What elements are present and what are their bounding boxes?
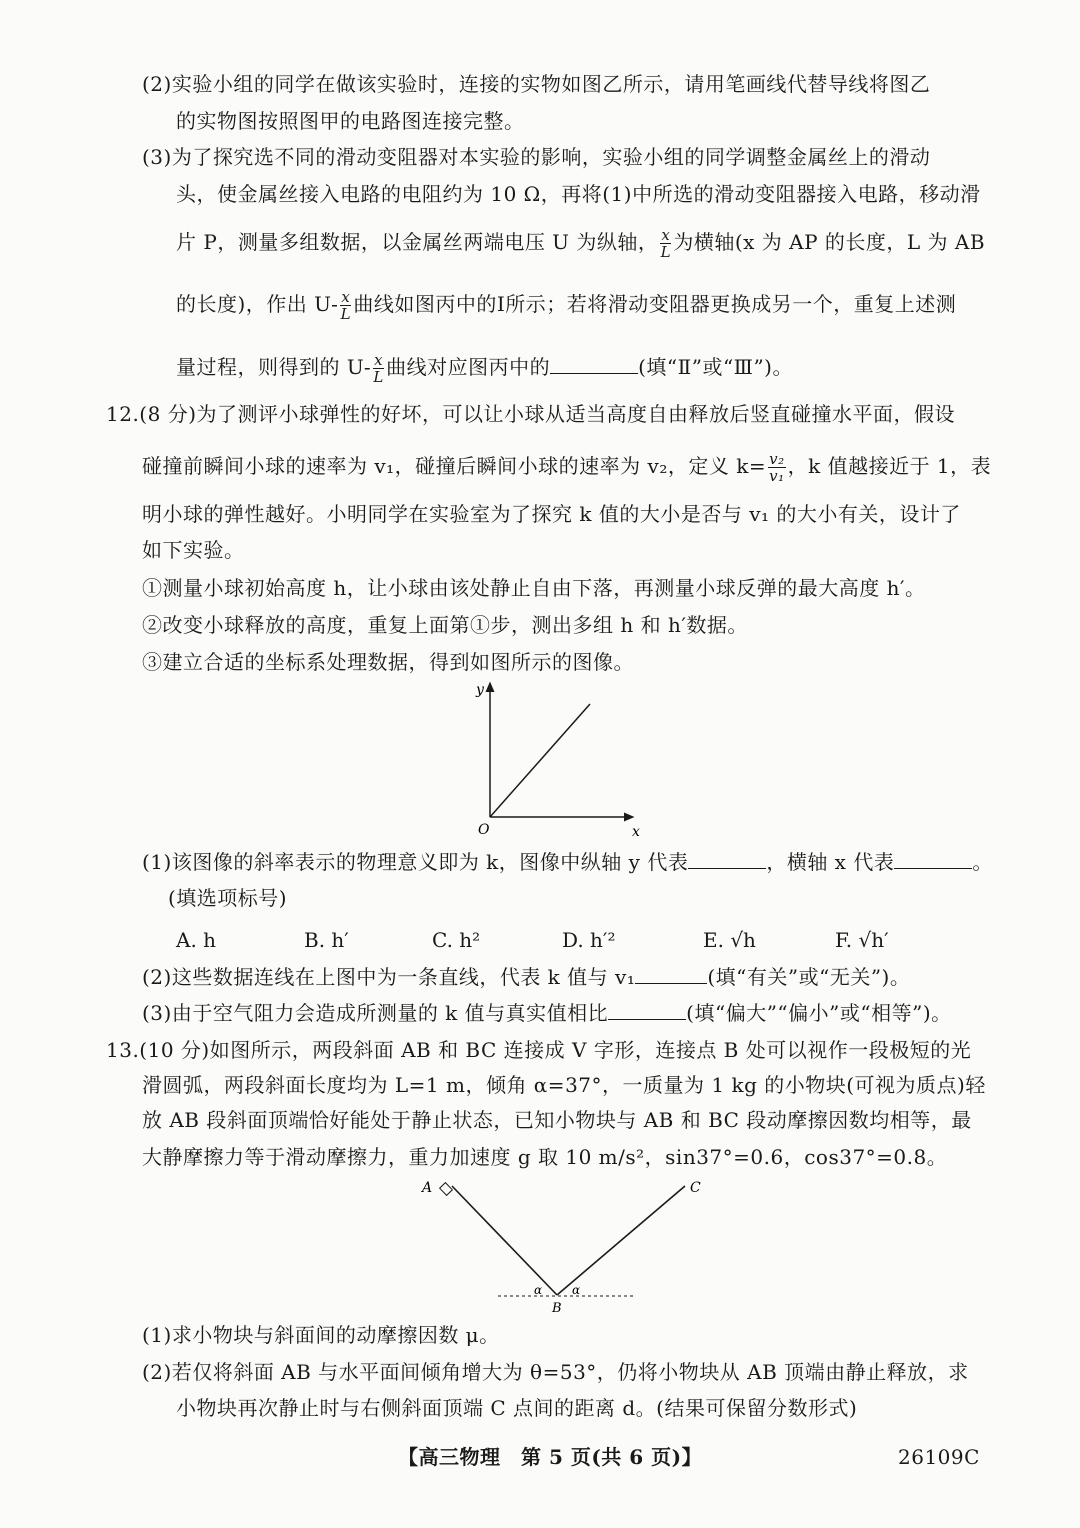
text: 。 <box>972 850 993 874</box>
q12-sub1 <box>142 848 993 876</box>
text: (填“有关”或“无关”)。 <box>707 965 911 989</box>
q11-part2-line1: (2)实验小组的同学在做该实验时，连接的实物如图乙所示，请用笔画线代替导线将图乙 <box>142 72 931 96</box>
q13-line4: 大静摩擦力等于滑动摩擦力，重力加速度 g 取 10 m/s²，sin37°=0.6，cos37°=0.8。 <box>142 1145 948 1169</box>
answer-blank-x[interactable] <box>894 848 972 869</box>
y-axis-label: y <box>476 682 484 698</box>
fraction-x-over-l <box>340 289 351 322</box>
numerator: x <box>374 351 384 369</box>
block <box>440 1183 453 1196</box>
fraction-x-over-l <box>373 352 384 385</box>
answer-blank-y[interactable] <box>688 848 766 869</box>
q12-line3: 明小球的弹性越好。小明同学在实验室为了探究 k 值的大小是否与 v₁ 的大小有关，设计了 <box>142 502 961 526</box>
slope-bc <box>557 1186 685 1295</box>
label-a: A <box>422 1180 433 1196</box>
q13-line3: 放 AB 段斜面顶端恰好能处于静止状态，已知小物块与 AB 和 BC 段动摩擦因数均相等，最 <box>142 1108 972 1132</box>
text: 为横轴(x 为 AP 的长度，L 为 AB <box>673 230 986 254</box>
angle-alpha-left: α <box>534 1283 543 1297</box>
text: ，横轴 x 代表 <box>766 850 895 874</box>
q11-part3-line2: 头，使金属丝接入电路的电阻约为 10 Ω，再将(1)中所选的滑动变阻器接入电路，移动滑 <box>176 182 981 206</box>
q12-sub2 <box>142 963 910 991</box>
q13-line2: 滑圆弧，两段斜面长度均为 L=1 m，倾角 α=37°，一质量为 1 kg 的小物块(可视为质点)轻 <box>142 1073 986 1097</box>
text: (填“偏大”“偏小”或“相等”)。 <box>686 1001 952 1025</box>
option-e: E. √h <box>703 928 756 952</box>
denominator: v₁ <box>769 467 785 485</box>
exam-code: 26109C <box>898 1445 980 1469</box>
text: (3)由于空气阻力会造成所测量的 k 值与真实值相比 <box>142 1001 609 1025</box>
answer-blank[interactable] <box>635 963 707 984</box>
numerator: x <box>341 288 351 306</box>
option-b: B. h′ <box>304 928 349 952</box>
q11-part3-line5 <box>176 352 793 385</box>
text: 片 P，测量多组数据，以金属丝两端电压 U 为纵轴， <box>176 230 659 254</box>
answer-blank[interactable] <box>550 353 638 374</box>
text: (填“Ⅱ”或“Ⅲ”)。 <box>638 355 793 379</box>
text: (2)这些数据连线在上图中为一条直线，代表 k 值与 v₁ <box>142 965 636 989</box>
text: 曲线如图丙中的Ⅰ所示；若将滑动变阻器更换成另一个，重复上述测 <box>353 292 957 316</box>
v-slope-diagram <box>410 1172 720 1317</box>
denominator: L <box>660 243 672 261</box>
text: (1)该图像的斜率表示的物理意义即为 k，图像中纵轴 y 代表 <box>142 850 689 874</box>
text: 量过程，则得到的 U- <box>176 355 372 379</box>
q12-step1: ①测量小球初始高度 h，让小球由该处静止自由下落，再测量小球反弹的最大高度 h′。 <box>142 576 926 600</box>
q11-part2-line2: 的实物图按照图甲的电路图连接完整。 <box>176 109 525 133</box>
q11-part3-line3 <box>176 227 985 260</box>
text: 曲线对应图丙中的 <box>386 355 551 379</box>
x-axis-label: x <box>632 824 640 840</box>
q12-line1: 12.(8 分)为了测评小球弹性的好坏，可以让小球从适当高度自由释放后竖直碰撞水平面，假设 <box>106 402 955 426</box>
q11-part3-line4 <box>176 289 956 322</box>
label-b: B <box>552 1301 562 1316</box>
denominator: L <box>373 368 384 386</box>
option-f: F. √h′ <box>835 928 889 952</box>
page-number-label: 【高三物理 第 5 页(共 6 页)】 <box>398 1445 703 1469</box>
q13-sub2-line2: 小物块再次静止时与右侧斜面顶端 C 点间的距离 d。(结果可保留分数形式) <box>176 1396 858 1420</box>
label-c: C <box>690 1180 701 1196</box>
text: ，k 值越接近于 1，表 <box>787 454 992 478</box>
q13-line1: 13.(10 分)如图所示，两段斜面 AB 和 BC 连接成 V 字形，连接点 B 处可以视作一段极短的光 <box>106 1038 972 1062</box>
option-c: C. h² <box>432 928 481 952</box>
fraction-v2-over-v1 <box>768 451 786 484</box>
text: 的长度)，作出 U- <box>176 292 339 316</box>
q12-step3: ③建立合适的坐标系处理数据，得到如图所示的图像。 <box>142 650 634 674</box>
q12-graph <box>470 678 650 843</box>
q12-line4: 如下实验。 <box>142 538 245 562</box>
numerator: x <box>661 226 671 244</box>
q12-step2: ②改变小球释放的高度，重复上面第①步，测出多组 h 和 h′数据。 <box>142 613 748 637</box>
q12-sub1-note: (填选项标号) <box>168 886 288 910</box>
slope-ab <box>452 1186 557 1295</box>
q13-sub2-line1: (2)若仅将斜面 AB 与水平面间倾角增大为 θ=53°，仍将小物块从 AB 顶端由静止释放，求 <box>142 1360 969 1384</box>
answer-blank[interactable] <box>608 999 686 1020</box>
q12-sub3 <box>142 999 952 1027</box>
numerator: v₂ <box>769 450 785 468</box>
option-a: A. h <box>176 928 217 952</box>
data-line <box>490 704 590 817</box>
q13-sub1: (1)求小物块与斜面间的动摩擦因数 μ。 <box>142 1323 500 1347</box>
fraction-x-over-l <box>660 227 671 260</box>
origin-label: O <box>478 822 490 838</box>
denominator: L <box>340 305 352 323</box>
q12-line2 <box>142 451 991 484</box>
text: 碰撞前瞬间小球的速率为 v₁，碰撞后瞬间小球的速率为 v₂，定义 k= <box>142 454 767 478</box>
q11-part3-line1: (3)为了探究选不同的滑动变阻器对本实验的影响，实验小组的同学调整金属丝上的滑动 <box>142 145 931 169</box>
option-d: D. h′² <box>562 928 616 952</box>
angle-alpha-right: α <box>572 1283 581 1297</box>
